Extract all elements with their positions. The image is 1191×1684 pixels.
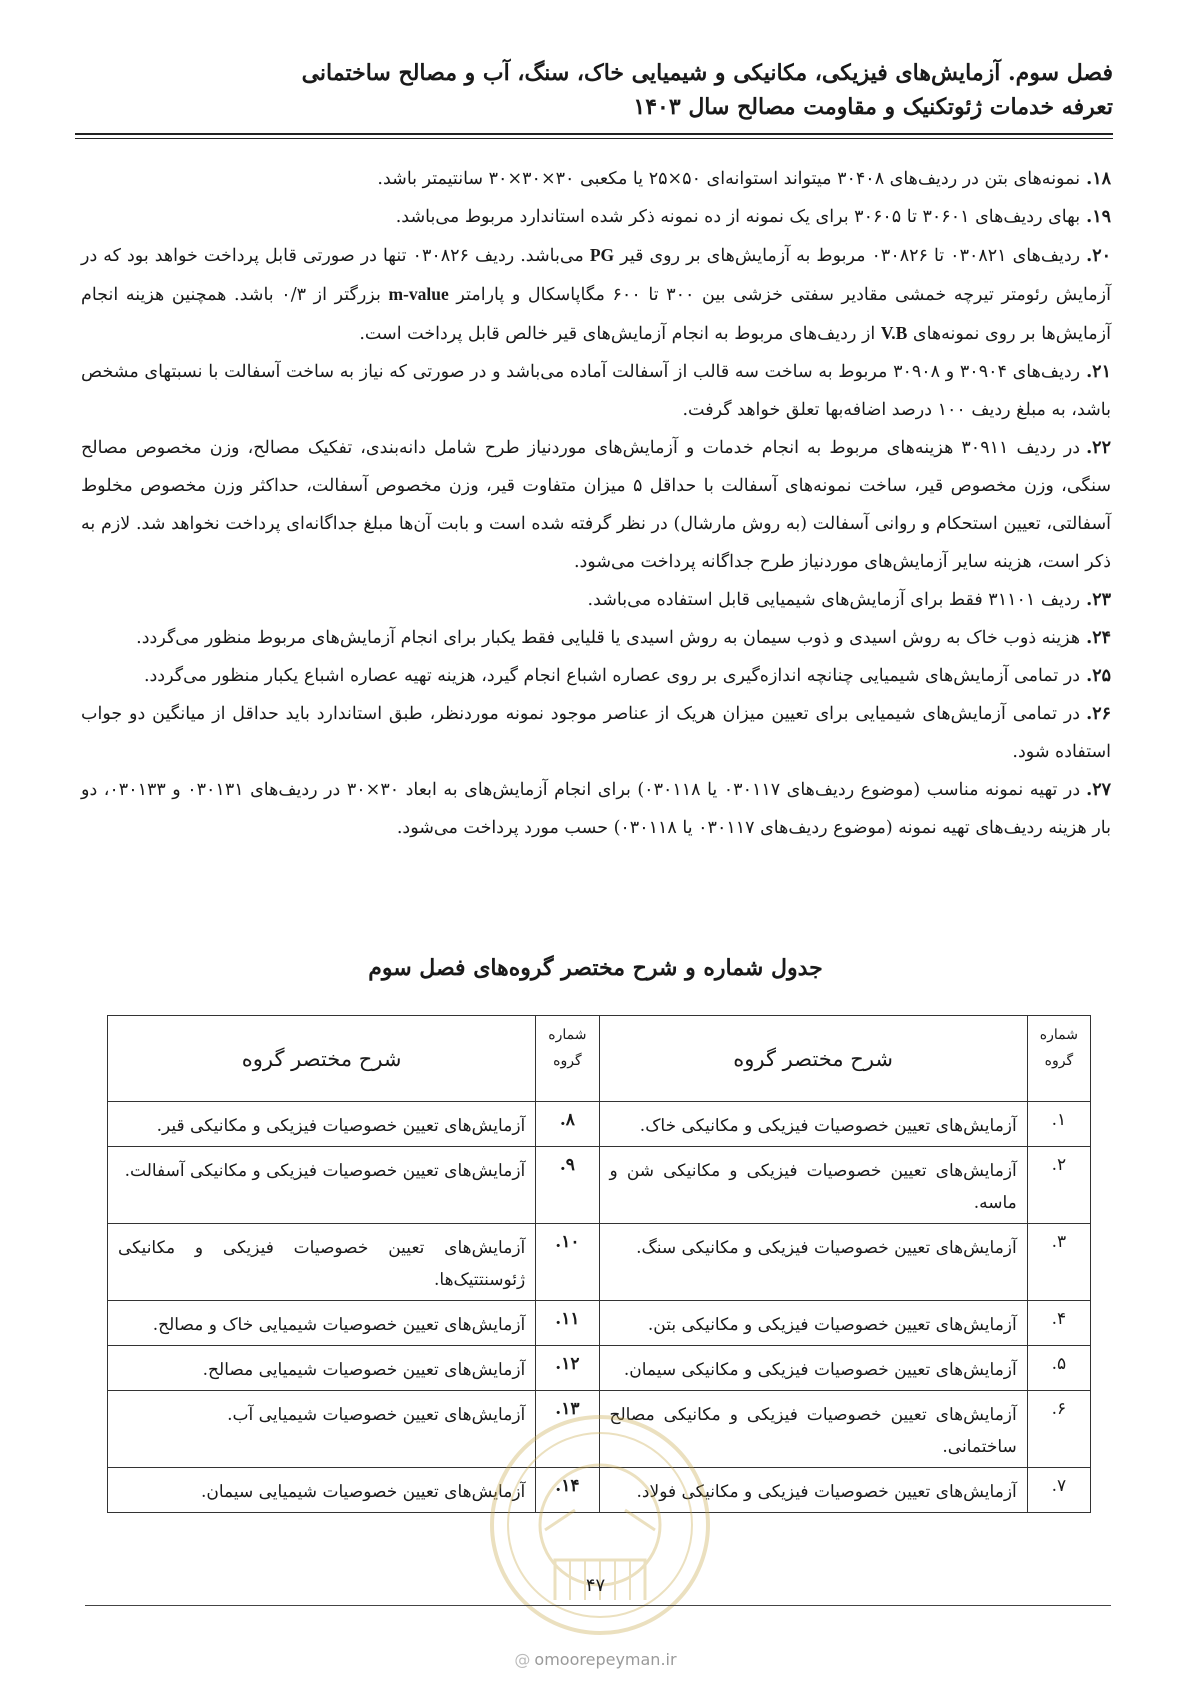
table-row [108, 1224, 1091, 1301]
group-description: آزمایش‌های تعیین خصوصیات فیزیکی و مکانیکی سنگ. [599, 1224, 1027, 1301]
table-row [108, 1102, 1091, 1147]
tariff-title: تعرفه خدمات ژئوتکنیک و مقاومت مصالح سال ۱۴۰۳ [633, 94, 1113, 120]
note-25: ۲۵.در تمامی آزمایش‌های شیمیایی چنانچه اندازه‌گیری بر روی عصاره اشباع انجام گیرد، هزینه تهیه عصاره اشباع یکبار منظور می‌گردد. [143, 666, 1111, 686]
note-21: ۲۱.ردیف‌های ۳۰۹۰۴ و ۳۰۹۰۸ مربوط به ساخت سه قالب از آسفالت آماده می‌باشد و در صورتی که نیاز به ساخت آسفالت با نسبتهای مشخص باشد، به مبلغ ردیف ۱۰۰ درصد اضافه‌بها تعلق خواهد گرفت. [81, 362, 1111, 420]
notes-section [81, 160, 1111, 847]
group-number: ۱. [1027, 1102, 1090, 1147]
table-row [108, 1301, 1091, 1346]
site-watermark [0, 1650, 1191, 1669]
footer-rule [85, 1605, 1111, 1606]
chapter-title: فصل سوم. آزمایش‌های فیزیکی، مکانیکی و شیمیایی خاک، سنگ، آب و مصالح ساختمانی [301, 60, 1113, 86]
group-number: ۸. [536, 1102, 599, 1147]
header-rule-thin [75, 138, 1113, 139]
group-description: آزمایش‌های تعیین خصوصیات شیمیایی سیمان. [108, 1468, 536, 1513]
group-number: ۳. [1027, 1224, 1090, 1301]
table-title: جدول شماره و شرح مختصر گروه‌های فصل سوم [368, 955, 823, 981]
page-header [83, 56, 1113, 124]
note-18: ۱۸.نمونه‌های بتن در ردیف‌های ۳۰۴۰۸ میتواند استوانه‌ای ۵۰×۲۵ یا مکعبی ۳۰×۳۰×۳۰ سانتیمتر باشد. [377, 169, 1111, 189]
note-22: ۲۲.در ردیف ۳۰۹۱۱ هزینه‌های مربوط به انجام خدمات و آزمایش‌های موردنیاز طرح شامل دانه‌بندی، تفکیک مصالح، وزن مخصوص مصالح سنگی، وزن مخصوص قیر، ساخت نمونه‌های آسفالت با حداقل ۵ میزان متفاوت قیر، وزن مخصوص آسفالت، حداکثر وزن مخصوص مخلوط آسفالتی، تعیین استحکام و روانی آسفالت (به روش مارشال) در نظر گرفته شده است و بابت آن‌ها مبلغ جداگانه‌ای پرداخت نخواهد شد. لازم به ذکر است، هزینه سایر آزمایش‌های موردنیاز طرح جداگانه پرداخت می‌شود. [81, 438, 1112, 572]
table-header-row [108, 1016, 1091, 1102]
group-number: ۶. [1027, 1391, 1090, 1468]
group-description: آزمایش‌های تعیین خصوصیات فیزیکی و مکانیکی مصالح ساختمانی. [599, 1391, 1027, 1468]
note-23: ۲۳.ردیف ۳۱۱۰۱ فقط برای آزمایش‌های شیمیایی قابل استفاده می‌باشد. [587, 590, 1111, 610]
table-row [108, 1346, 1091, 1391]
header-rule-thick [75, 133, 1113, 135]
group-description: آزمایش‌های تعیین خصوصیات فیزیکی و مکانیکی بتن. [599, 1301, 1027, 1346]
header-group-number: شماره گروه [1027, 1016, 1090, 1102]
group-number: ۱۱. [536, 1301, 599, 1346]
group-number: ۷. [1027, 1468, 1090, 1513]
page-number: ۴۷ [585, 1575, 606, 1596]
group-number: ۴. [1027, 1301, 1090, 1346]
note-24: ۲۴.هزینه ذوب خاک به روش اسیدی و ذوب سیمان به روش اسیدی یا قلیایی فقط یکبار برای انجام آزمایش‌های مربوط منظور می‌گردد. [136, 628, 1111, 648]
site-url: omoorepeyman.ir [534, 1650, 677, 1669]
group-description: آزمایش‌های تعیین خصوصیات فیزیکی و مکانیکی شن و ماسه. [599, 1147, 1027, 1224]
table-row [108, 1147, 1091, 1224]
group-number: ۱۰. [536, 1224, 599, 1301]
at-icon: @ [514, 1650, 531, 1669]
group-number: ۱۲. [536, 1346, 599, 1391]
group-description: آزمایش‌های تعیین خصوصیات شیمیایی آب. [108, 1391, 536, 1468]
group-description: آزمایش‌های تعیین خصوصیات شیمیایی مصالح. [108, 1346, 536, 1391]
note-19: ۱۹.بهای ردیف‌های ۳۰۶۰۱ تا ۳۰۶۰۵ برای یک نمونه از ده نمونه ذکر شده استاندارد مربوط می‌باشد. [395, 207, 1111, 227]
note-20: ۲۰.ردیف‌های ۰۳۰۸۲۱ تا ۰۳۰۸۲۶ مربوط به آزمایش‌های بر روی قیر PG می‌باشد. ردیف ۰۳۰۸۲۶ تنها در صورتی قابل پرداخت خواهد بود که در آزمایش رئومتر تیرچه خمشی مقادیر سفتی خزشی بین ۳۰۰ تا ۶۰۰ مگاپاسکال و پارامتر m-value بزرگتر از ۰/۳ باشد. همچنین هزینه انجام آزمایش‌ها بر روی نمونه‌های V.B از ردیف‌های مربوط به انجام آزمایش‌های قیر خالص قابل پرداخت است. [81, 245, 1111, 344]
group-description: آزمایش‌های تعیین خصوصیات شیمیایی خاک و مصالح. [108, 1301, 536, 1346]
group-description: آزمایش‌های تعیین خصوصیات فیزیکی و مکانیکی سیمان. [599, 1346, 1027, 1391]
seal-watermark-icon [485, 1410, 715, 1650]
group-description: آزمایش‌های تعیین خصوصیات فیزیکی و مکانیکی قیر. [108, 1102, 536, 1147]
group-number: ۲. [1027, 1147, 1090, 1224]
group-number: ۵. [1027, 1346, 1090, 1391]
group-description: آزمایش‌های تعیین خصوصیات فیزیکی و مکانیکی ژئوسنتتیک‌ها. [108, 1224, 536, 1301]
note-26: ۲۶.در تمامی آزمایش‌های شیمیایی برای تعیین میزان هریک از عناصر موجود نمونه موردنظر، طبق استاندارد باید حداقل از میانگین دو جواب استفاده شود. [81, 704, 1111, 762]
group-description: آزمایش‌های تعیین خصوصیات فیزیکی و مکانیکی خاک. [599, 1102, 1027, 1147]
header-group-description: شرح مختصر گروه [599, 1016, 1027, 1102]
group-number: ۹. [536, 1147, 599, 1224]
group-number: ۱۴. [536, 1468, 599, 1513]
header-group-number: شماره گروه [536, 1016, 599, 1102]
group-number: ۱۳. [536, 1391, 599, 1468]
note-27: ۲۷.در تهیه نمونه مناسب (موضوع ردیف‌های ۰۳۰۱۱۷ یا ۰۳۰۱۱۸) برای انجام آزمایش‌های به ابعاد ۳۰×۳۰ در ردیف‌های ۰۳۰۱۳۱ و ۰۳۰۱۳۳، دو بار هزینه ردیف‌های تهیه نمونه (موضوع ردیف‌های ۰۳۰۱۱۷ یا ۰۳۰۱۱۸) حسب مورد پرداخت می‌شود. [81, 780, 1112, 838]
group-description: آزمایش‌های تعیین خصوصیات فیزیکی و مکانیکی آسفالت. [108, 1147, 536, 1224]
header-group-description: شرح مختصر گروه [108, 1016, 536, 1102]
group-description: آزمایش‌های تعیین خصوصیات فیزیکی و مکانیکی فولاد. [599, 1468, 1027, 1513]
